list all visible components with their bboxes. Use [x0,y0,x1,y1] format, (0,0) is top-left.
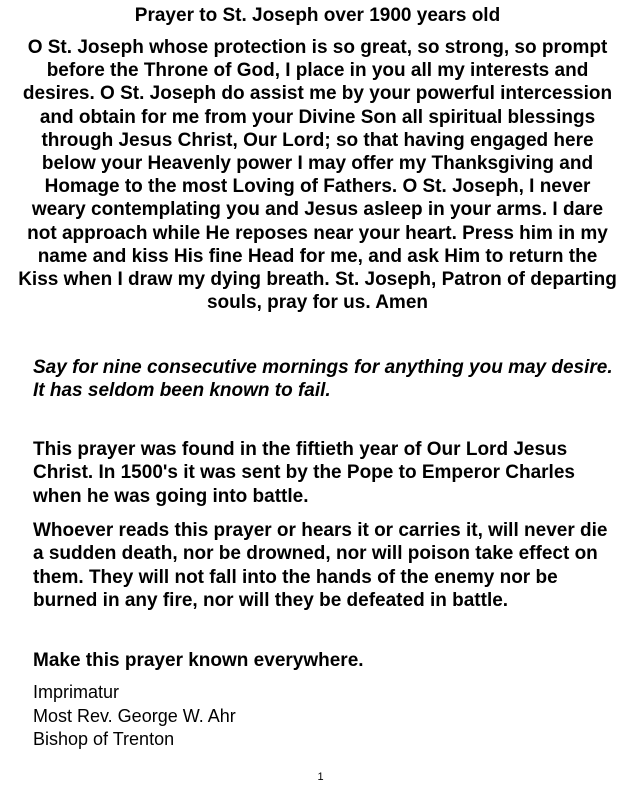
history-paragraph: This prayer was found in the fiftieth year of Our Lord Jesus Christ. In 1500's it was sent by the Pope to Emperor Charles when he was going into battle. [33,439,575,507]
imprimatur-bishop-name: Most Rev. George W. Ahr [33,705,236,726]
make-known-line: Make this prayer known everywhere. [33,650,364,671]
promise-paragraph: Whoever reads this prayer or hears it or carries it, will never die a sudden death, nor be drowned, nor will poison take effect on them. They will not fall into the hands of the enemy nor be burned in any fire, nor will they be defeated in battle. [33,520,608,611]
document-title: Prayer to St. Joseph over 1900 years old [134,5,501,26]
imprimatur-diocese: Bishop of Trenton [33,729,175,749]
page-number: 1 [317,771,324,783]
prayer-paragraph: O St. Joseph whose protection is so great, so strong, so prompt before the Throne of God, I place in you all my interests and desires. O St. Joseph do assist me by your powerful intercession and obtain for me from your Divine Son all spiritual blessings through Jesus Christ, Our Lord; so that having engaged here below your Heavenly power I may offer my Thanksgiving and Homage to the most Loving of Fathers. O St. Joseph, I never weary contemplating you and Jesus asleep in your arms. I dare not approach while He reposes near your heart. Press him in my name and kiss His fine Head for me, and ask Him to return the Kiss when I draw my dying breath. St. Joseph, Patron of departing souls, pray for us. Amen [18,37,617,314]
instructions-paragraph: Say for nine consecutive mornings for anything you may desire. It has seldom been known to fail. [33,357,613,402]
imprimatur-block [33,681,433,752]
imprimatur-label: Imprimatur [33,682,120,702]
